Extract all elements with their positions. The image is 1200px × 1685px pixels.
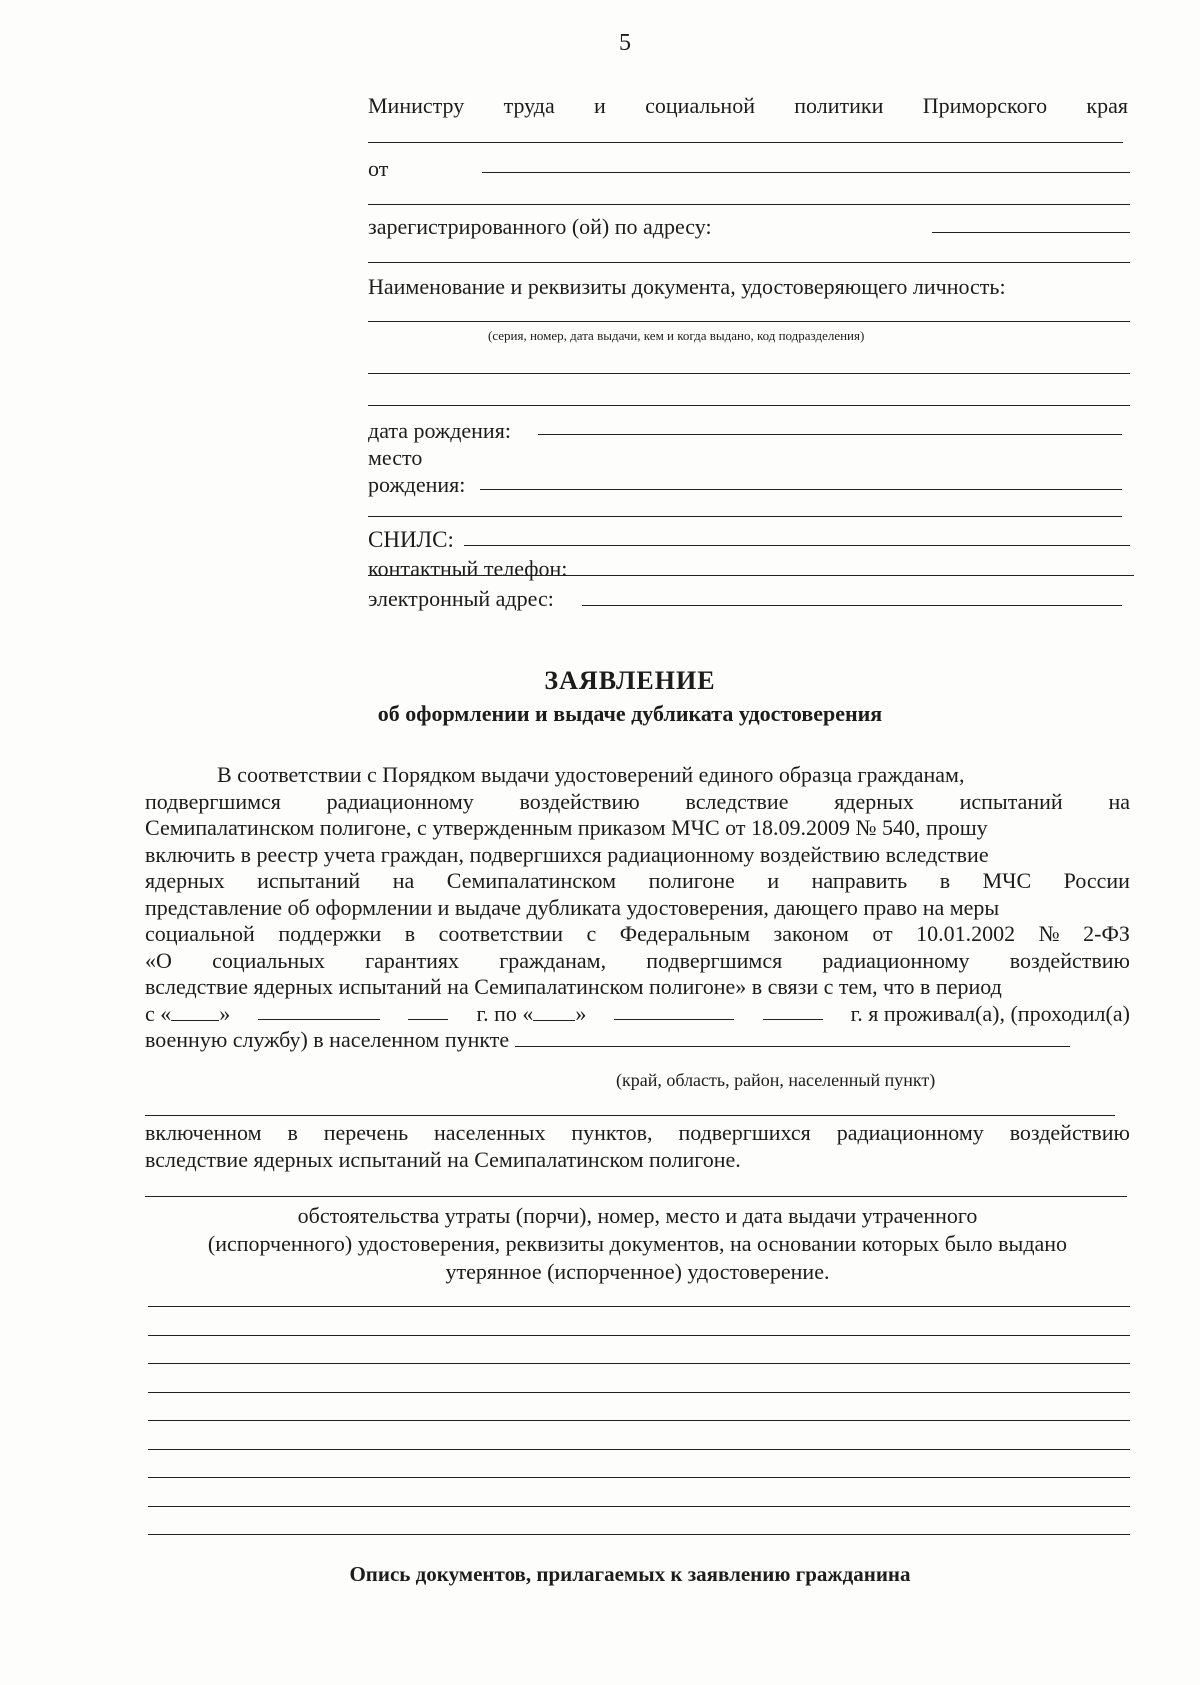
para-line [145,1120,1130,1147]
word: в [287,1120,298,1145]
statement-paragraph [145,762,1130,1054]
word: ядерных [145,868,225,893]
registered-address-input-line[interactable] [932,232,1130,233]
birth-place-label-2: рождения: [368,472,466,497]
word: края [1086,93,1128,118]
id-document-hint: (серия, номер, дата выдачи, кем и когда выдано, код подразделения) [488,328,865,343]
word: направить [811,868,908,893]
period-line [145,1001,1130,1028]
para-line [145,921,1130,948]
rule-line[interactable] [368,405,1130,406]
word: испытаний [257,868,361,893]
answer-line[interactable] [148,1449,1130,1450]
para-line: вследствие ядерных испытаний на Семипалатинском полигоне» в связи с тем, что в период [145,974,1002,999]
word: законом [773,921,849,946]
para-line: вследствие ядерных испытаний на Семипалатинском полигоне. [145,1146,741,1172]
word: гарантиях [365,947,459,973]
answer-line[interactable] [148,1306,1130,1307]
word: воздействию [1009,947,1130,973]
rule-line[interactable] [368,516,1122,517]
para-line: В соответствии с Порядком выдачи удостоверений единого образца гражданам, [217,762,965,787]
phone-label: контактный телефон: [368,556,568,581]
statement-subtitle: об оформлении и выдаче дубликата удостоверения [377,701,883,726]
word: 10.01.2002 [916,921,1016,946]
word: с [586,921,597,946]
word: в [404,921,416,946]
word: воздействию [1009,1120,1130,1145]
period-from-year-input[interactable] [408,1001,448,1020]
answer-line[interactable] [148,1506,1130,1507]
phone-input-line[interactable] [368,575,1134,576]
word: гражданам, [499,947,607,973]
word: политики [794,93,884,118]
word: и [767,868,780,893]
birth-date-label: дата рождения: [368,418,511,443]
word: и [594,93,606,118]
word: в [939,868,951,893]
period-from-month-input[interactable] [258,1001,380,1020]
answer-line[interactable] [148,1335,1130,1336]
from-label: от [368,156,389,181]
word: Федеральным [619,921,751,946]
word: подвергшихся [678,1120,811,1145]
period-to-day-input[interactable] [533,1002,575,1021]
email-input-line[interactable] [582,605,1122,606]
snils-label: СНИЛС: [368,527,454,552]
word: соответствии [438,921,563,946]
inclusion-paragraph [145,1120,1130,1173]
birth-place-input-line[interactable] [480,489,1122,490]
page-number: 5 [619,30,631,56]
word: перечень [323,1120,409,1145]
word: пунктов, [571,1120,653,1145]
circumstances-input-line[interactable] [145,1196,1127,1197]
para-line [145,789,1130,816]
word: населенных [434,1120,546,1145]
para-line: представление об оформлении и выдаче дубликата удостоверения, дающего право на меры [145,894,1000,920]
birth-date-input-line[interactable] [538,434,1122,435]
word: подвергшимся [646,947,783,973]
answer-line[interactable] [148,1363,1130,1364]
answer-line[interactable] [148,1534,1130,1535]
word: полигоне [648,868,735,893]
period-to-month-input[interactable] [614,1001,734,1020]
word: социальной [145,921,255,946]
word: на [392,868,415,893]
period-from-day-input[interactable] [171,1002,219,1021]
settlement-line: военную службу) в населенном пункте [145,1027,1130,1054]
from-input-line[interactable] [482,172,1130,173]
word: Приморского [922,93,1048,118]
word: поддержки [278,921,382,946]
word: вследствие [685,788,789,814]
para-line: включить в реестр учета граждан, подвергшихся радиационному воздействию вследствие [145,841,989,867]
rule-line [368,142,1123,143]
word: МЧС [982,868,1032,893]
para-line [145,868,1130,895]
para-line: Семипалатинском полигоне, с утвержденным приказом МЧС от 18.09.2009 № 540, прошу [145,815,988,840]
period-to-day: г. по « » [476,1000,587,1026]
para-line [145,948,1130,975]
word: подвергшимся [145,788,281,814]
settlement-hint: (край, область, район, населенный пункт) [616,1070,936,1090]
word: испытаний [959,788,1063,814]
answer-line[interactable] [148,1420,1130,1421]
period-suffix: г. я проживал(а), (проходил(а) [850,1000,1130,1026]
email-label: электронный адрес: [368,586,554,611]
id-document-input-line[interactable] [368,321,1130,322]
rule-line[interactable] [368,204,1130,205]
word: Министру [368,93,465,118]
inventory-title: Опись документов, прилагаемых к заявлению гражданина [349,1562,911,1586]
word: труда [503,93,555,118]
word: радиационному [326,788,474,814]
answer-line[interactable] [148,1392,1130,1393]
word: России [1063,868,1130,893]
period-from-day: с « » [145,1000,231,1026]
word: «О [145,947,172,973]
minister-words [368,92,1128,120]
word: на [1108,788,1130,814]
settlement-continuation-line[interactable] [145,1115,1115,1116]
addressee-minister-line [368,92,1128,120]
snils-input-line[interactable] [464,545,1130,546]
word: ядерных [834,788,914,814]
id-document-label: Наименование и реквизиты документа, удостоверяющего личность: [368,274,1006,299]
word: 2-ФЗ [1083,921,1130,946]
statement-title: ЗАЯВЛЕНИЕ [544,666,716,695]
word: радиационному [822,947,970,973]
settlement-input-line[interactable] [515,1028,1070,1047]
period-to-year-input[interactable] [763,1001,823,1020]
word: от [872,921,893,946]
word: № [1038,921,1060,946]
word: включенном [145,1120,262,1145]
rule-line[interactable] [368,373,1130,374]
answer-line[interactable] [148,1477,1130,1478]
word: социальных [212,947,325,973]
rule-line[interactable] [368,262,1130,263]
word: воздействию [519,788,640,814]
registered-address-label: зарегистрированного (ой) по адресу: [368,214,712,239]
birth-place-label-1: место [368,445,423,470]
word: радиационному [836,1120,984,1145]
word: Семипалатинском [446,868,617,893]
word: социальной [645,93,755,118]
circumstances-hint: обстоятельства утраты (порчи), номер, место и дата выдачи утраченного (испорченного) удостоверения, реквизиты документов, на основании которых было выдано утерянное (испорченное) удостоверение. [207,1203,1068,1284]
